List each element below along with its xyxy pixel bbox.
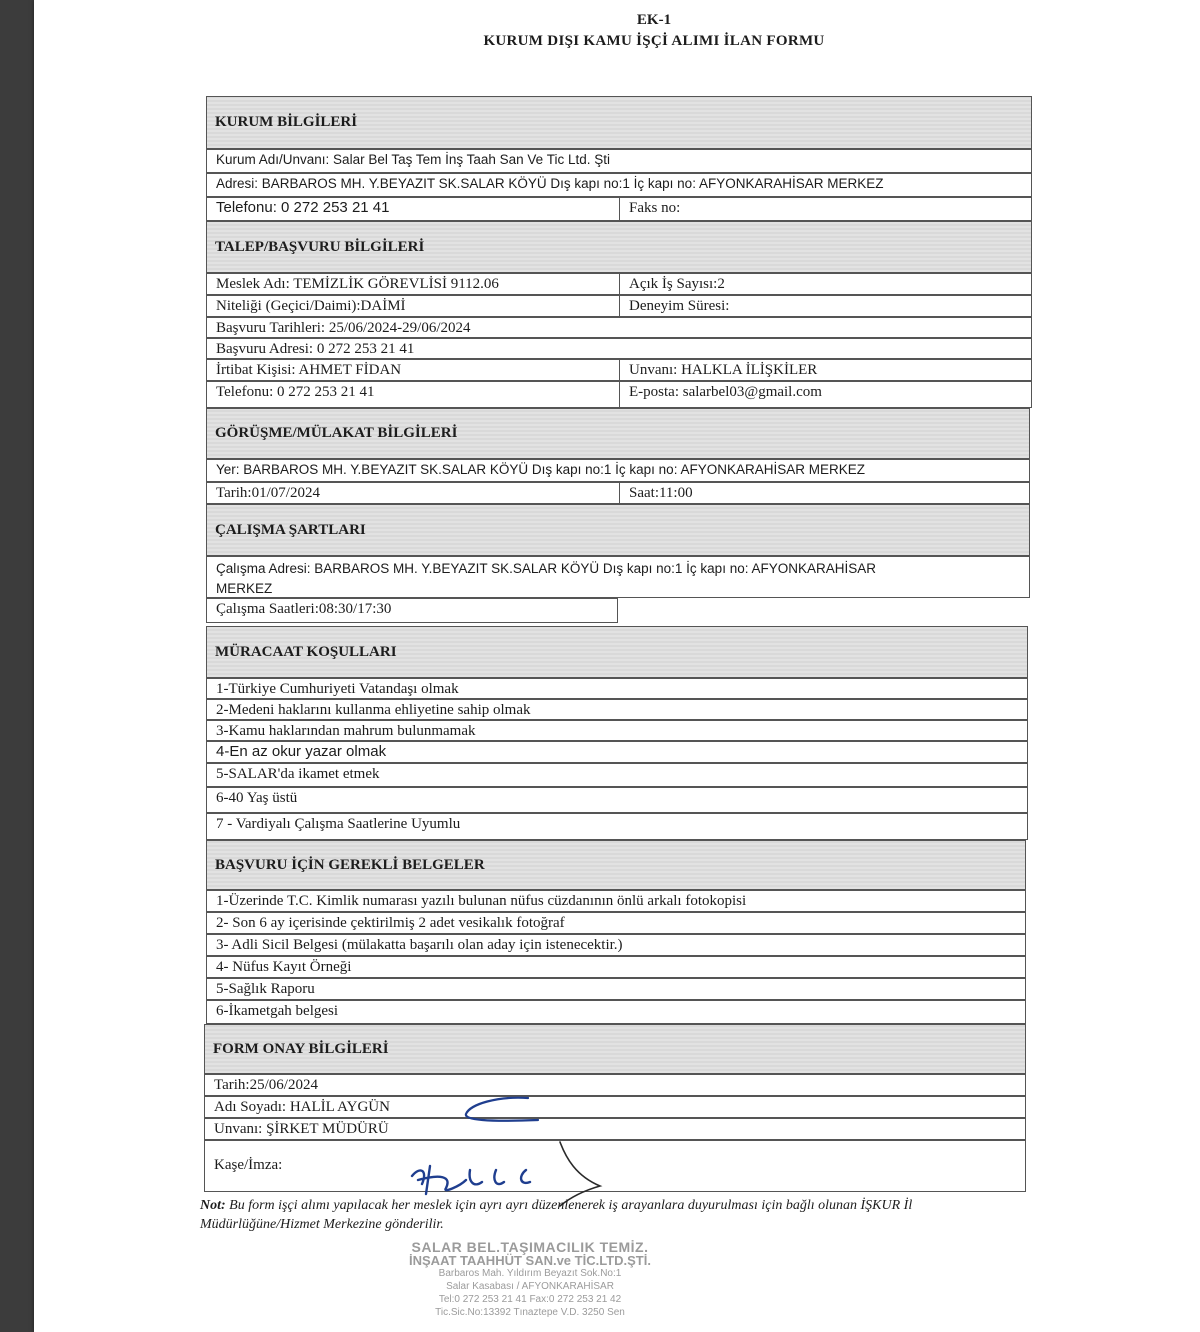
stamp-line: Salar Kasabası / AFYONKARAHİSAR — [446, 1281, 614, 1292]
note-label: Not: — [200, 1198, 226, 1213]
kurum-fax: Faks no: — [619, 198, 680, 220]
talep-occupation: Meslek Adı: TEMİZLİK GÖREVLİSİ 9112.06 — [216, 276, 499, 292]
gorusme-place: Yer: BARBAROS MH. Y.BEYAZIT SK.SALAR KÖYÜ Dış kapı no:1 İç kapı no: AFYONKARAHİSAR MERKEZ — [206, 459, 1030, 482]
muracaat-item: 3-Kamu haklarından mahrum bulunmamak — [206, 720, 1028, 741]
onay-stamp-label: Kaşe/İmza: — [204, 1140, 1026, 1192]
talep-apply-address: Başvuru Adresi: 0 272 253 21 41 — [206, 338, 1032, 359]
muracaat-item: 5-SALAR'da ikamet etmek — [206, 763, 1028, 787]
section-gorusme: GÖRÜŞME/MÜLAKAT BİLGİLERİ — [206, 408, 1030, 459]
footer-note — [200, 1196, 1030, 1234]
section-calisma: ÇALIŞMA ŞARTLARI — [206, 504, 1030, 556]
section-belgeler: BAŞVURU İÇİN GEREKLİ BELGELER — [206, 840, 1026, 890]
calisma-address: Çalışma Adresi: BARBAROS MH. Y.BEYAZIT SK.SALAR KÖYÜ Dış kapı no:1 İç kapı no: AFYONKARAHİSAR MERKEZ — [206, 556, 1030, 598]
talep-dates: Başvuru Tarihleri: 25/06/2024-29/06/2024 — [206, 317, 1032, 338]
calisma-hours: Çalışma Saatleri:08:30/17:30 — [206, 598, 618, 623]
company-stamp — [370, 1241, 690, 1319]
belgeler-item: 1-Üzerinde T.C. Kimlik numarası yazılı bulunan nüfus cüzdanının önlü arkalı fotokopisi — [206, 890, 1026, 912]
note-text: Bu form işçi alımı yapılacak her meslek için ayrı ayrı düzenlenerek iş arayanlara duyurulması için bağlı olunan İŞKUR İl Müdürlüğüne/Hizmet Merkezine gönderilir. — [200, 1198, 913, 1232]
section-talep: TALEP/BAŞVURU BİLGİLERİ — [206, 221, 1032, 273]
onay-name: Adı Soyadı: HALİL AYGÜN — [204, 1096, 1026, 1118]
belgeler-item: 2- Son 6 ay içerisinde çektirilmiş 2 adet vesikalık fotoğraf — [206, 912, 1026, 934]
kurum-phone-row — [206, 197, 1032, 221]
section-onay: FORM ONAY BİLGİLERİ — [204, 1024, 1026, 1074]
talep-contact: İrtibat Kişisi: AHMET FİDAN — [216, 362, 402, 378]
gorusme-date: Tarih:01/07/2024 — [216, 485, 320, 501]
belgeler-item: 6-İkametgah belgesi — [206, 1000, 1026, 1024]
talep-open-jobs: Açık İş Sayısı:2 — [619, 274, 725, 294]
talep-type-row — [206, 295, 1032, 317]
stamp-line: Barbaros Mah. Yıldırım Beyazıt Sok.No:1 — [438, 1268, 622, 1279]
section-kurum: KURUM BİLGİLERİ — [206, 96, 1032, 149]
stamp-line: Tel:0 272 253 21 41 Fax:0 272 253 21 42 — [438, 1294, 622, 1305]
stamp-line: İNŞAAT TAAHHÜT SAN.ve TİC.LTD.ŞTİ. — [409, 1253, 651, 1268]
kurum-name: Kurum Adı/Unvanı: Salar Bel Taş Tem İnş Taah San Ve Tic Ltd. Şti — [206, 149, 1032, 173]
stamp-line: Tic.Sic.No:13392 Tınaztepe V.D. 3250 Sen — [435, 1307, 625, 1318]
form-title: KURUM DIŞI KAMU İŞÇİ ALIMI İLAN FORMU — [483, 33, 825, 49]
gorusme-date-row — [206, 482, 1030, 504]
gorusme-time: Saat:11:00 — [619, 483, 693, 503]
talep-email: E-posta: salarbel03@gmail.com — [619, 382, 822, 407]
muracaat-item: 7 - Vardiyalı Çalışma Saatlerine Uyumlu — [206, 813, 1028, 840]
page-right-edge — [1158, 0, 1200, 1332]
muracaat-item: 1-Türkiye Cumhuriyeti Vatandaşı olmak — [206, 678, 1028, 699]
talep-occupation-row — [206, 273, 1032, 295]
talep-experience: Deneyim Süresi: — [619, 296, 729, 316]
muracaat-item: 6-40 Yaş üstü — [206, 787, 1028, 813]
onay-title: Unvanı: ŞİRKET MÜDÜRÜ — [204, 1118, 1026, 1140]
annex-label: EK-1 — [636, 12, 672, 28]
talep-contact-title: Unvanı: HALKLA İLİŞKİLER — [619, 360, 817, 380]
kurum-address: Adresi: BARBAROS MH. Y.BEYAZIT SK.SALAR KÖYÜ Dış kapı no:1 İç kapı no: AFYONKARAHİSAR MERKEZ — [206, 173, 1032, 197]
belgeler-item: 5-Sağlık Raporu — [206, 978, 1026, 1000]
stamp-line: SALAR BEL.TAŞIMACILIK TEMİZ. — [411, 1239, 649, 1255]
section-muracaat: MÜRACAAT KOŞULLARI — [206, 626, 1028, 678]
talep-type: Niteliği (Geçici/Daimi):DAİMİ — [216, 298, 406, 314]
muracaat-item: 2-Medeni haklarını kullanma ehliyetine sahip olmak — [206, 699, 1028, 720]
kurum-phone: Telefonu: 0 272 253 21 41 — [216, 199, 390, 216]
talep-phone-row — [206, 381, 1032, 408]
belgeler-item: 3- Adli Sicil Belgesi (mülakatta başarılı olan aday için istenecektir.) — [206, 934, 1026, 956]
talep-contact-row — [206, 359, 1032, 381]
muracaat-item: 4-En az okur yazar olmak — [206, 741, 1028, 763]
talep-phone: Telefonu: 0 272 253 21 41 — [216, 384, 375, 400]
belgeler-item: 4- Nüfus Kayıt Örneği — [206, 956, 1026, 978]
onay-date: Tarih:25/06/2024 — [204, 1074, 1026, 1096]
signature-mark-small — [458, 1090, 548, 1130]
